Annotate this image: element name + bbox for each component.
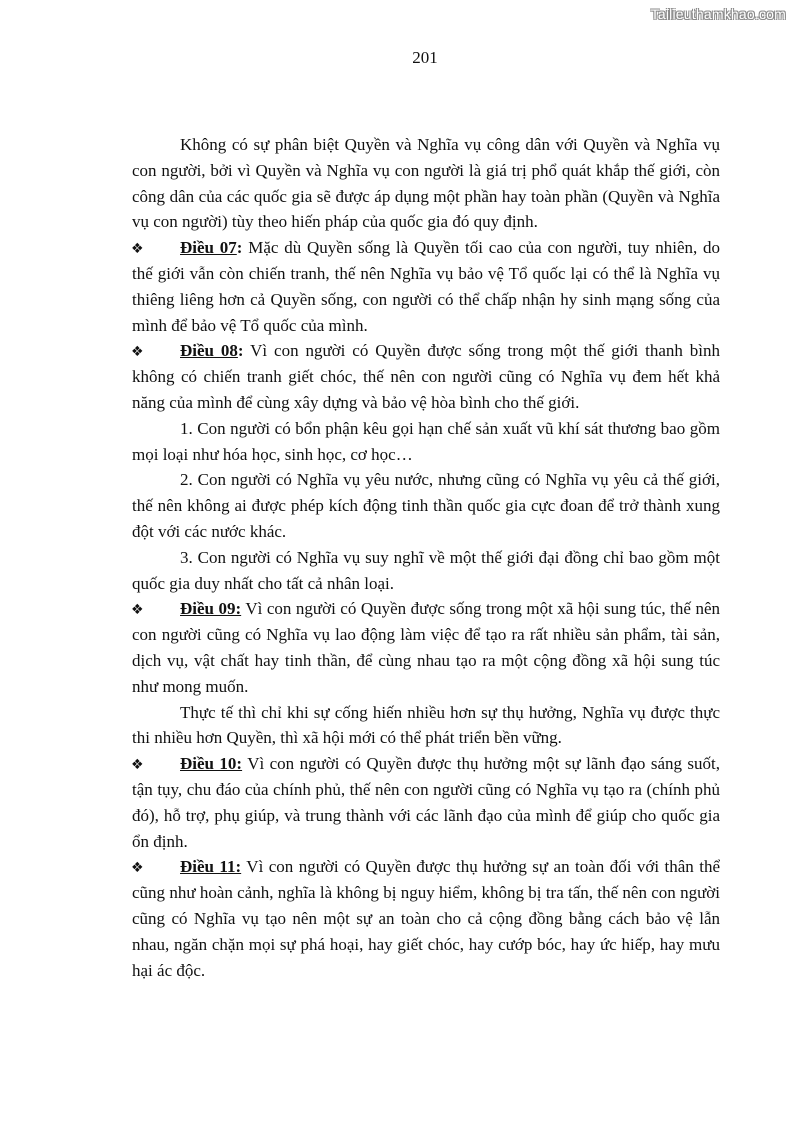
diamond-bullet-icon: ❖ bbox=[131, 757, 144, 774]
article-text: Vì con người có Quyền được sống trong một xã hội sung túc, thế nên con người cũng có Nghĩa vụ lao động làm việc để tạo ra rất nhiều sản phẩm, tài sản, dịch vụ, vật chất hay tinh thần, để cùng nhau tạo ra một cộng đồng xã hội sung túc như mong muốn. bbox=[132, 599, 720, 696]
article-11 bbox=[132, 854, 720, 983]
diamond-bullet-icon: ❖ bbox=[131, 241, 144, 258]
article-label-colon: : bbox=[236, 238, 243, 258]
document-body bbox=[132, 132, 720, 983]
article-08 bbox=[132, 338, 720, 415]
article-label-colon: : bbox=[237, 341, 244, 361]
article-text: Vì con người có Quyền được thụ hưởng một sự lãnh đạo sáng suốt, tận tụy, chu đáo của chính phủ, thế nên con người cũng có Nghĩa vụ tạo ra (chính phủ đó), hỗ trợ, phụ giúp, và trung thành với các lãnh đạo của mình để giúp cho quốc gia ổn định. bbox=[132, 754, 720, 851]
article-07 bbox=[132, 235, 720, 338]
list-item-1: 1. Con người có bổn phận kêu gọi hạn chế sản xuất vũ khí sát thương bao gồm mọi loại như hóa học, sinh học, cơ học… bbox=[132, 418, 720, 464]
list-item-3: 3. Con người có Nghĩa vụ suy nghĩ về một thế giới đại đồng chỉ bao gồm một quốc gia duy nhất cho tất cả nhân loại. bbox=[132, 547, 720, 593]
article-text: Mặc dù Quyền sống là Quyền tối cao của con người, tuy nhiên, do thế giới vẫn còn chiến tranh, thế nên Nghĩa vụ bảo vệ Tổ quốc lại có thể là Nghĩa vụ thiêng liêng hơn cả Quyền sống, con người có thể chấp nhận hy sinh mạng sống của mình để bảo vệ Tổ quốc của mình. bbox=[132, 238, 721, 335]
paragraph-intro: Không có sự phân biệt Quyền và Nghĩa vụ công dân với Quyền và Nghĩa vụ con người, bởi vì Quyền và Nghĩa vụ con người là giá trị phổ quát khắp thế giới, còn công dân của các quốc gia sẽ được áp dụng một phần hay toàn phần (Quyền và Nghĩa vụ con người) tùy theo hiến pháp của quốc gia đó quy định. bbox=[132, 135, 720, 232]
article-label: Điều 08 bbox=[180, 341, 238, 361]
article-label: Điều 11: bbox=[180, 857, 242, 877]
diamond-bullet-icon: ❖ bbox=[131, 344, 144, 361]
list-item-2: 2. Con người có Nghĩa vụ yêu nước, nhưng cũng có Nghĩa vụ yêu cả thế giới, thế nên không ai được phép kích động tinh thần quốc gia cực đoan để trở thành xung đột với các nước khác. bbox=[132, 470, 720, 541]
page-number: 201 bbox=[412, 48, 438, 67]
article-label: Điều 09: bbox=[180, 599, 242, 619]
article-text: Vì con người có Quyền được thụ hưởng sự an toàn đối với thân thể cũng như hoàn cảnh, nghĩa là không bị nguy hiểm, không bị tra tấn, thế nên con người cũng có Nghĩa vụ tạo nên một sự an toàn cho cả cộng đồng bằng cách bảo vệ lẫn nhau, ngăn chặn mọi sự phá hoại, hay giết chóc, hay cướp bóc, hay ức hiếp, hay mưu hại ác độc. bbox=[132, 857, 721, 980]
article-09 bbox=[132, 596, 720, 699]
paragraph-reality: Thực tế thì chỉ khi sự cống hiến nhiều hơn sự thụ hưởng, Nghĩa vụ được thực thi nhiều hơn Quyền, thì xã hội mới có thể phát triển bền vững. bbox=[132, 702, 720, 748]
diamond-bullet-icon: ❖ bbox=[131, 860, 144, 877]
article-text: Vì con người có Quyền được sống trong một thế giới thanh bình không có chiến tranh giết chóc, thế nên con người cũng có Nghĩa vụ đem hết khả năng của mình để cùng xây dựng và bảo vệ hòa bình cho thế giới. bbox=[132, 341, 720, 412]
article-10 bbox=[132, 751, 720, 854]
diamond-bullet-icon: ❖ bbox=[131, 602, 144, 619]
article-label: Điều 10: bbox=[180, 754, 243, 774]
article-label: Điều 07 bbox=[180, 238, 237, 258]
watermark: Tailieuthamkhao.com bbox=[650, 6, 786, 22]
